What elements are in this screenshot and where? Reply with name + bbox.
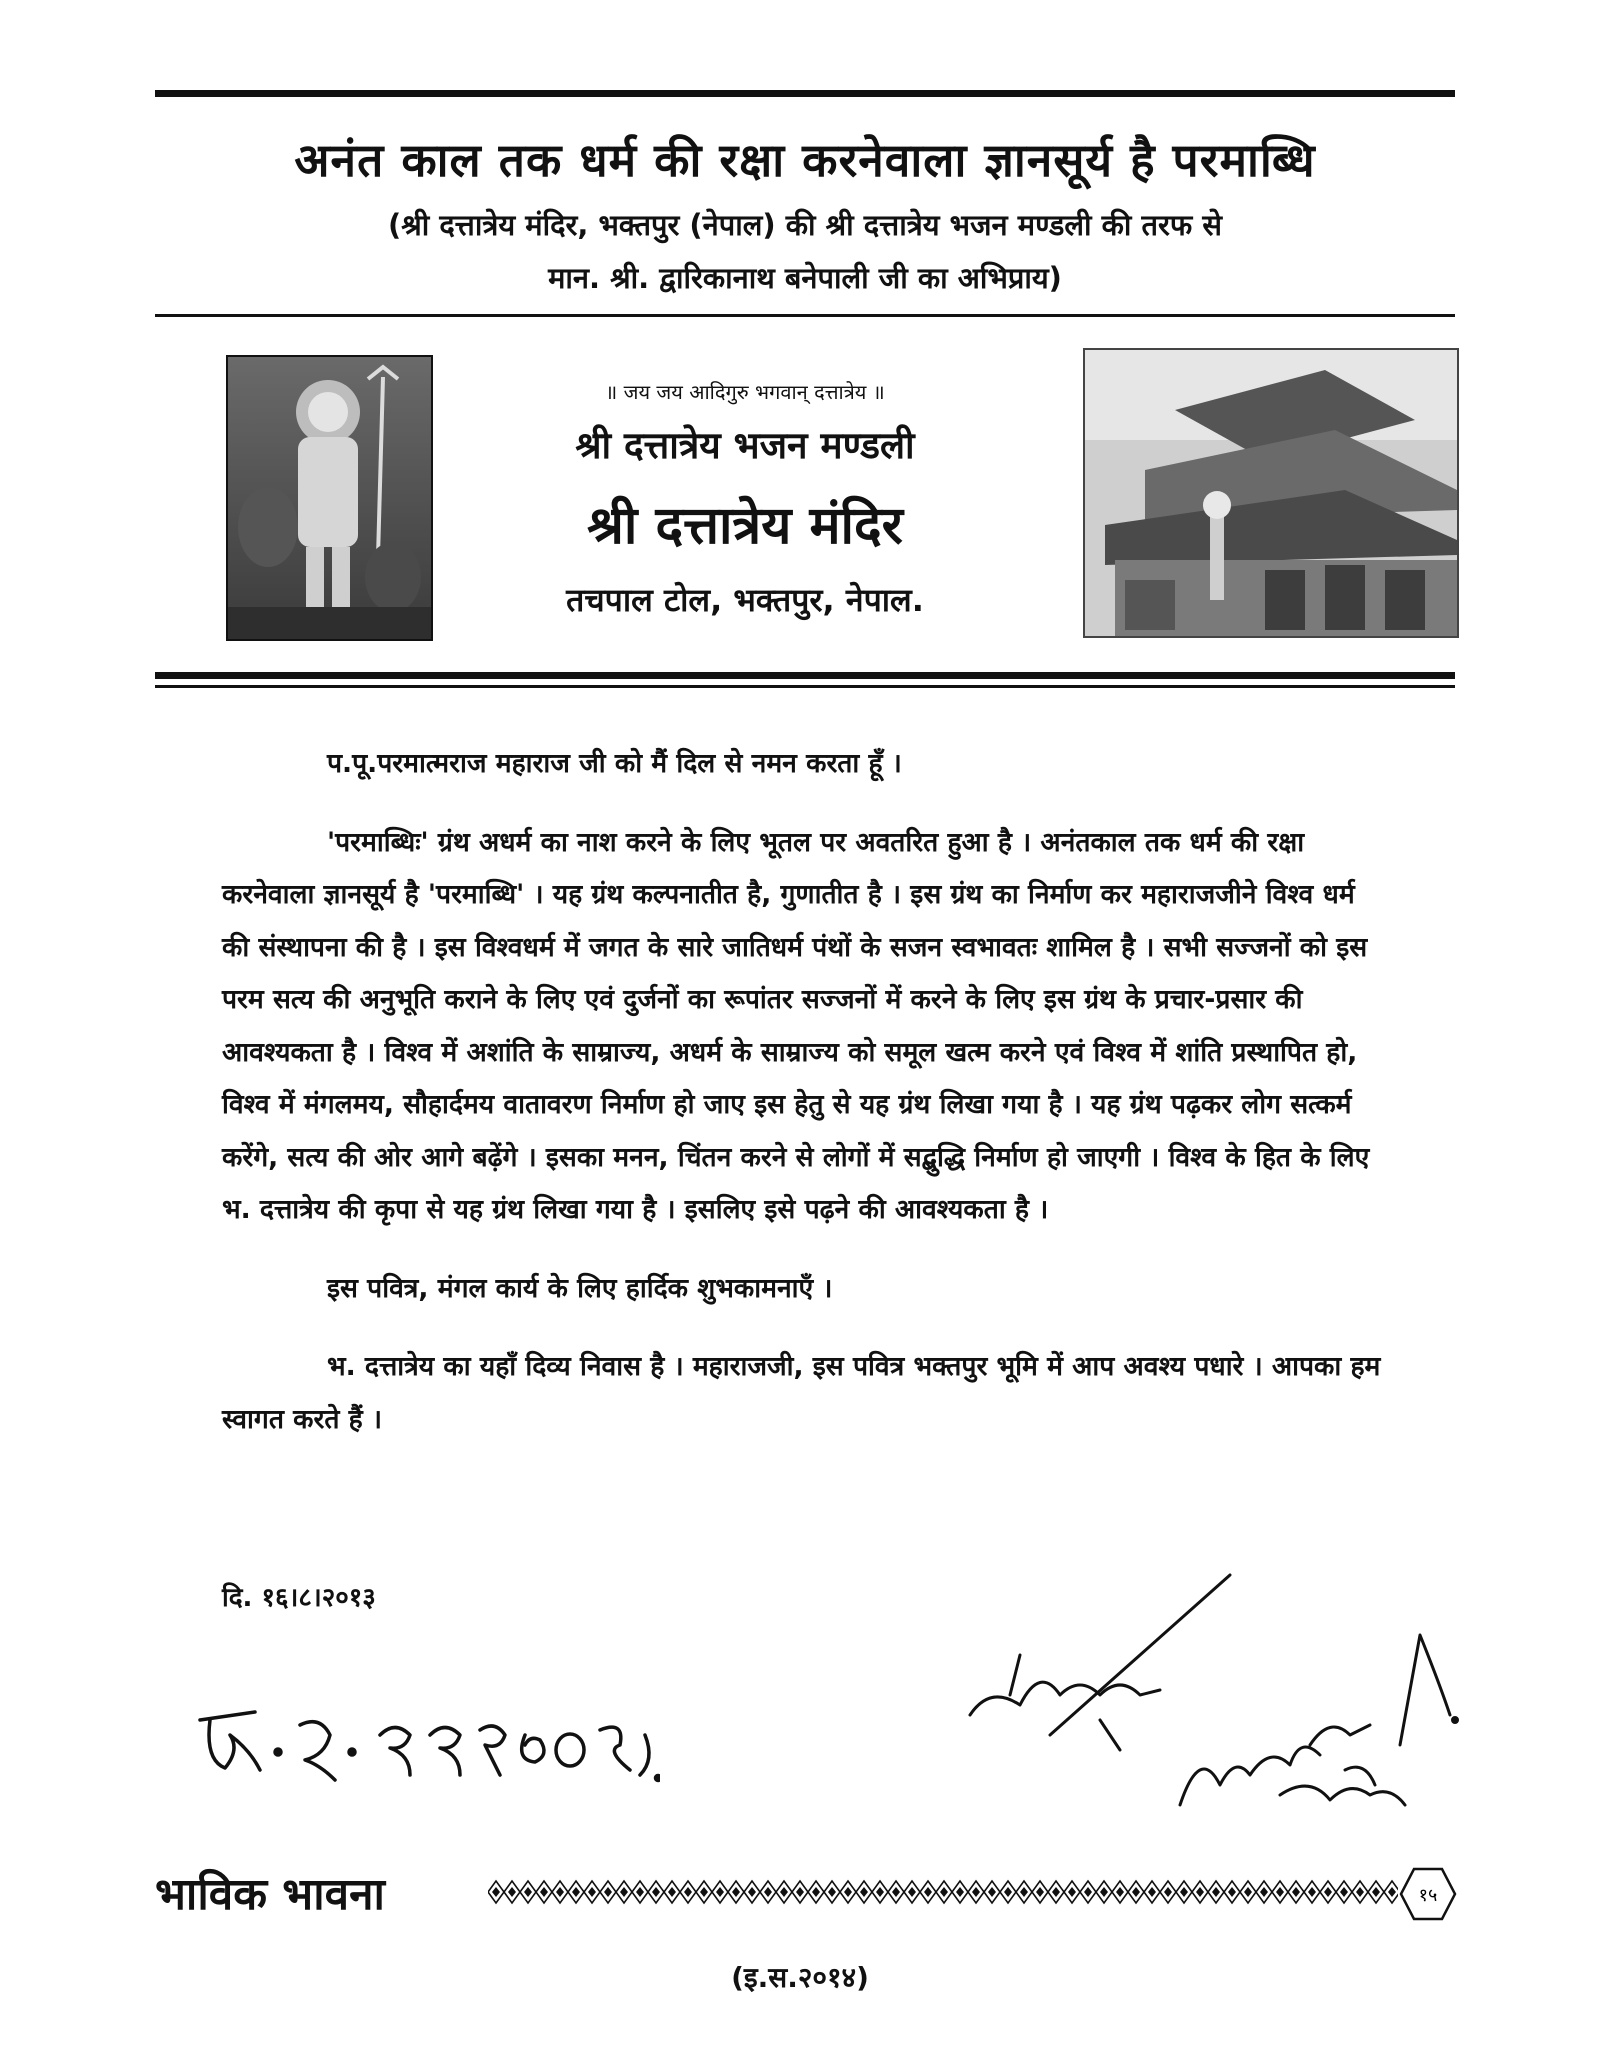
temple-address: तचपाल टोल, भक्तपुर, नेपाल. — [566, 581, 924, 619]
footer-title: भाविक भावना — [155, 1869, 385, 1920]
temple-photo — [1083, 348, 1459, 638]
letter-body — [222, 738, 1390, 1446]
main-paragraph: 'परमाब्धिः' ग्रंथ अधर्म का नाश करने के लिए भूतल पर अवतरित हुआ है । अनंतकाल तक धर्म की रक्षा करनेवाला ज्ञानसूर्य है 'परमाब्धि' । यह ग्रंथ कल्पनातीत है, गुणातीत है । इस ग्रंथ का निर्माण कर महाराजजीने विश्व धर्म की संस्थापना की है । इस विश्वधर्म में जगत के सारे जातिधर्म पंथों के सजन स्वभावतः शामिल है । सभी सज्जनों को इस परम सत्य की अनुभूति कराने के लिए एवं दुर्जनों का रूपांतर सज्जनों में करने के लिए इस ग्रंथ के प्रचार-प्रसार की आवश्यकता है । विश्व में अशांति के साम्राज्य, अधर्म के साम्राज्य को समूल खत्म करने एवं विश्व में शांति प्रस्थापित हो, विश्व में मंगलमय, सौहार्दमय वातावरण निर्माण हो जाए इस हेतु से यह ग्रंथ लिखा गया है । यह ग्रंथ पढ़कर लोग सत्कर्म करेंगे, सत्य की ओर आगे बढ़ेंगे । इसका मनन, चिंतन करने से लोगों में सद्बुद्धि निर्माण हो जाएगी । विश्व के हित के लिए भ. दत्तात्रेय की कृपा से यह ग्रंथ लिखा गया है । इसलिए इसे पढ़ने की आवश्यकता है । — [222, 826, 1370, 1225]
page-number-badge — [1398, 1866, 1458, 1926]
footer-year: (इ.स.२०१४) — [731, 1961, 869, 1994]
temple-name: श्री दत्तात्रेय मंदिर — [587, 496, 903, 556]
handwritten-signature — [950, 1545, 1470, 1829]
wishes-line: इस पवित्र, मंगल कार्य के लिए हार्दिक शुभकामनाएँ । — [327, 1272, 833, 1304]
handwritten-phone-number — [180, 1690, 660, 1804]
deity-photo — [226, 355, 433, 641]
subtitle-line-1: (श्री दत्तात्रेय मंदिर, भक्तपुर (नेपाल) की श्री दत्तात्रेय भजन मण्डली की तरफ से — [388, 208, 1222, 242]
subtitle-line-2: मान. श्री. द्वारिकानाथ बनेपाली जी का अभिप्राय) — [548, 261, 1062, 295]
letter-date: दि. १६।८।२०१३ — [222, 1583, 376, 1613]
footer-ornament-band — [488, 1877, 1398, 1911]
mandali-name: श्री दत्तात्रेय भजन मण्डली — [575, 424, 915, 467]
invocation-line: ॥ जय जय आदिगुरु भगवान् दत्तात्रेय ॥ — [605, 380, 885, 404]
invitation-paragraph: भ. दत्तात्रेय का यहाँ दिव्य निवास है । महाराजजी, इस पवित्र भक्तपुर भूमि में आप अवश्य पधारे । आपका हम स्वागत करते हैं । — [222, 1351, 1381, 1435]
page-number: १५ — [1418, 1885, 1438, 1906]
greeting-line: प.पू.परमात्मराज महाराज जी को मैं दिल से नमन करता हूँ । — [327, 748, 902, 779]
letterhead-center — [440, 0, 1050, 660]
letterhead-rule-thick — [155, 672, 1455, 679]
page-title: अनंत काल तक धर्म की रक्षा करनेवाला ज्ञानसूर्य है परमाब्धि — [294, 133, 1316, 187]
letterhead-rule-thin — [155, 685, 1455, 688]
